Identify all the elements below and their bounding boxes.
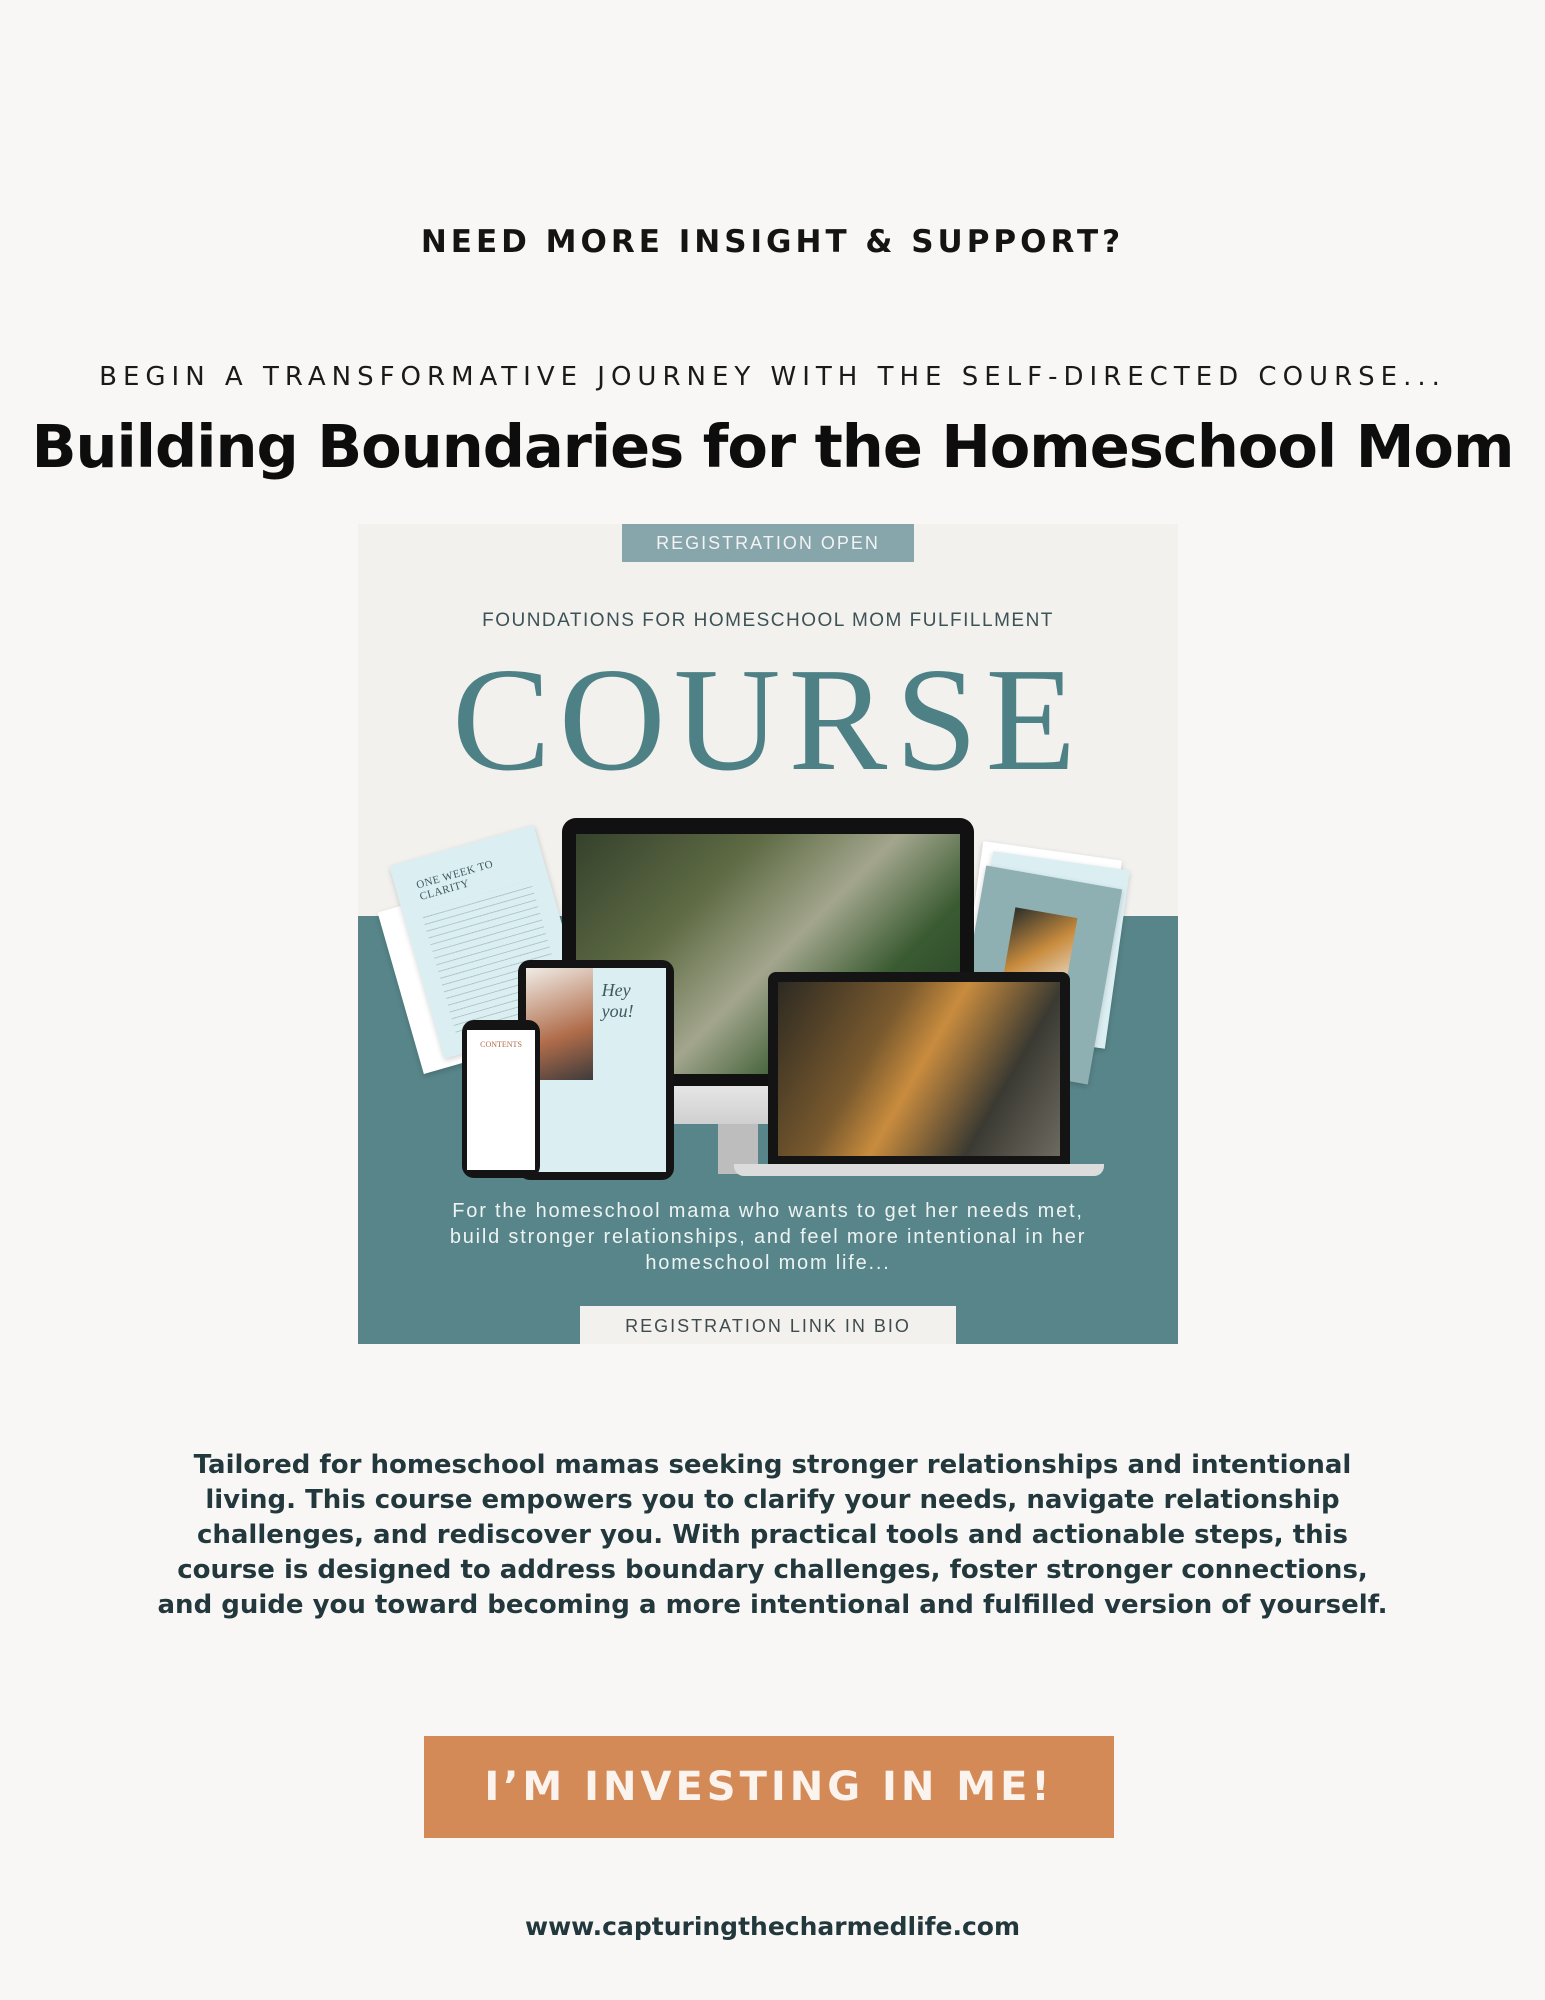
laptop-photo [778,982,1060,1156]
registration-open-badge: REGISTRATION OPEN [622,524,914,562]
phone-heading: CONTENTS [480,1040,522,1049]
eyebrow-heading: NEED MORE INSIGHT & SUPPORT? [420,224,1125,260]
promo-subtitle: FOUNDATIONS FOR HOMESCHOOL MOM FULFILLMENT [482,610,1054,631]
page-title: Building Boundaries for the Homeschool Mom [31,412,1514,481]
intro-text: BEGIN A TRANSFORMATIVE JOURNEY WITH THE SELF-DIRECTED COURSE... [99,362,1446,392]
course-description: Tailored for homeschool mamas seeking stronger relationships and intentional living. This course empowers you to clarify your needs, navigate relationship challenges, and rediscover you. With practical tools and actionable steps, this course is designed to address boundary challenges, foster stronger connections, and guide you toward becoming a more intentional and fulfilled version of yourself. [157,1450,1388,1620]
website-link[interactable]: www.capturingthecharmedlife.com [524,1912,1021,1941]
tablet-screen [526,968,666,1172]
worksheet-heading: ONE WEEK TO CLARITY [415,858,495,904]
promo-tagline: For the homeschool mama who wants to get her needs met, build stronger relationships, and feel more intentional in her homeschool mom life... [449,1200,1087,1274]
phone-screen [467,1030,535,1170]
course-promo-graphic [358,524,1178,1344]
registration-link-label: REGISTRATION LINK IN BIO [580,1306,956,1344]
promo-headline: COURSE [452,638,1084,802]
investing-in-me-button[interactable] [424,1736,1114,1838]
phone [462,1020,540,1178]
tablet [518,960,674,1180]
tablet-greeting: Hey you! [601,980,634,1022]
investing-button-label: I’M INVESTING IN ME! [484,1764,1054,1810]
laptop-base [734,1164,1104,1176]
laptop [768,972,1070,1164]
